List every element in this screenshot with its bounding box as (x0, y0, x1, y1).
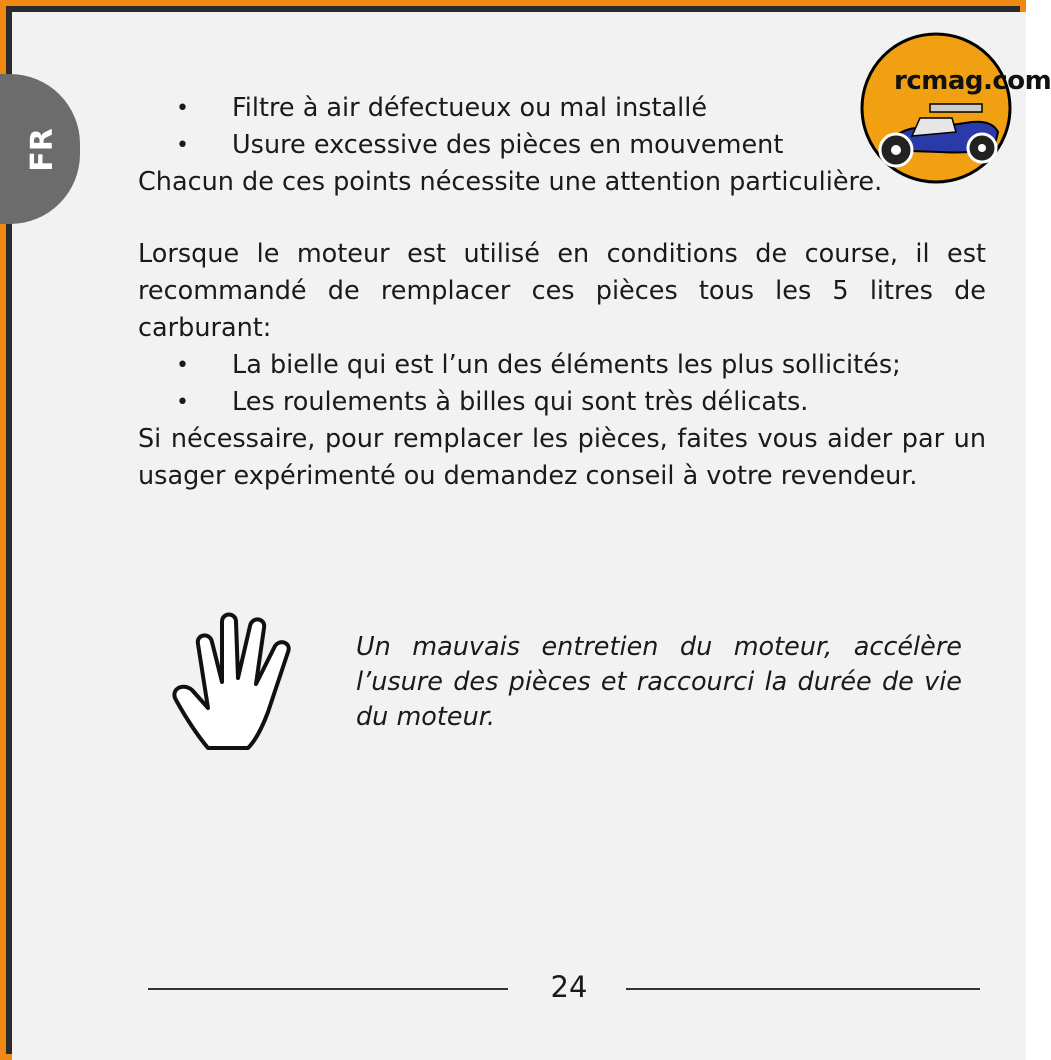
logo-title: rcmag.com (894, 66, 1051, 96)
bullet-text: Usure excessive des pièces en mouvement (232, 130, 784, 160)
list-item (128, 90, 986, 127)
list-item (128, 127, 986, 164)
paragraph-attention: Chacun de ces points nécessite une attention particulière. (138, 167, 883, 197)
page-content (128, 90, 986, 495)
page-number: 24 (550, 970, 588, 1004)
language-tab-label: FR (24, 128, 60, 172)
bullet-icon: • (176, 390, 189, 415)
bullet-text: Les roulements à billes qui sont très délicats. (232, 387, 809, 417)
list-item (128, 347, 986, 384)
bullet-icon: • (176, 96, 189, 121)
footer-rule-left (148, 988, 508, 990)
paragraph-help: Si nécessaire, pour remplacer les pièces, faites vous aider par un usager expérimenté ou demandez conseil à votre revendeur. (138, 424, 986, 491)
bullet-icon: • (176, 353, 189, 378)
paragraph-gap (128, 201, 986, 236)
note-text: Un mauvais entretien du moteur, accélère l’usure des pièces et raccourci la durée de vie du moteur. (356, 632, 962, 732)
top-bullet-list (128, 90, 986, 164)
page-paper (12, 12, 1051, 1060)
bullet-icon: • (176, 133, 189, 158)
maintenance-note (160, 608, 980, 758)
race-bullet-list (128, 347, 986, 421)
hand-icon (168, 608, 300, 753)
list-item (128, 384, 986, 421)
footer-rule-right (626, 988, 980, 990)
paragraph-race: Lorsque le moteur est utilisé en conditions de course, il est recommandé de remplacer ces pièces tous les 5 litres de carburant: (138, 239, 986, 343)
bullet-text: Filtre à air défectueux ou mal installé (232, 93, 708, 123)
bullet-text: La bielle qui est l’un des éléments les plus sollicités; (232, 350, 901, 380)
